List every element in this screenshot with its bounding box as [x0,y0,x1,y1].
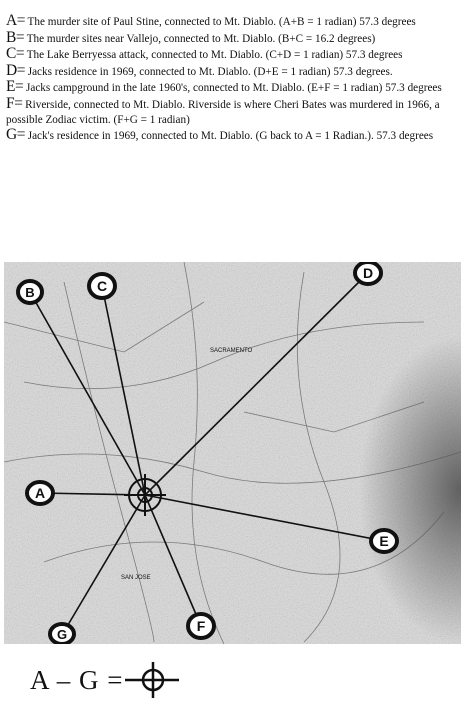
legend-text: The murder sites near Vallejo, connected to Mt. Diablo. (B+C = 16.2 degrees) [26,32,376,45]
marker-label: C [96,278,108,294]
legend-letter: A= [6,12,25,29]
formula-text: A – G = [30,664,124,695]
legend-text: Jack's residence in 1969, connected to Mt. Diablo. (G back to A = 1 Radian.). 57.3 degrees [27,130,434,143]
legend-item-f [6,94,446,127]
legend-item-a [6,14,446,30]
marker-b [18,281,42,303]
place-label-sacramento: SACRAMENTO [210,348,253,354]
legend-item-e [6,80,446,96]
marker-label: F [196,618,206,634]
legend-item-d [6,61,446,80]
marker-e [371,530,397,552]
marker-g [50,624,74,644]
marker-label: A [34,485,46,501]
legend [6,14,446,145]
legend-item-g [6,128,446,144]
marker-d [355,262,381,284]
map-shadow [234,302,461,644]
legend-text: The murder site of Paul Stine, connected to Mt. Diablo. (A+B = 1 radian) 57.3 degrees [27,16,416,28]
legend-item-b [6,28,446,47]
marker-f [188,614,214,638]
marker-label: G [56,627,68,642]
marker-label: B [25,285,35,300]
legend-letter: D= [6,61,25,79]
marker-c [89,274,115,298]
legend-letter: C= [6,45,25,63]
formula [30,660,181,700]
legend-text: The Lake Berryessa attack, connected to Mt. Diablo. (C+D = 1 radian) 57.3 degrees [26,49,403,62]
legend-text: Jacks campground in the late 1960's, connected to Mt. Diablo. (E+F = 1 radian) 57.3 degrees [26,82,442,95]
marker-label: D [362,265,374,281]
zodiac-crosshair-icon [125,660,181,700]
place-label-san-jose: SAN JOSE [121,575,151,581]
marker-label: E [379,533,389,549]
legend-text: Riverside, connected to Mt. Diablo. Riverside is where Cheri Bates was murdered in 1966, a possible Zodiac victim. (F+G = 1 radian) [6,98,440,126]
marker-a [27,482,53,504]
legend-item-c [6,47,446,63]
legend-text: Jacks residence in 1969, connected to Mt. Diablo. (D+E = 1 radian) 57.3 degrees. [27,65,393,78]
legend-letter: E= [6,78,24,96]
legend-letter: G= [6,126,25,144]
legend-letter: F= [6,94,23,112]
legend-letter: B= [6,28,25,46]
map [4,262,461,644]
